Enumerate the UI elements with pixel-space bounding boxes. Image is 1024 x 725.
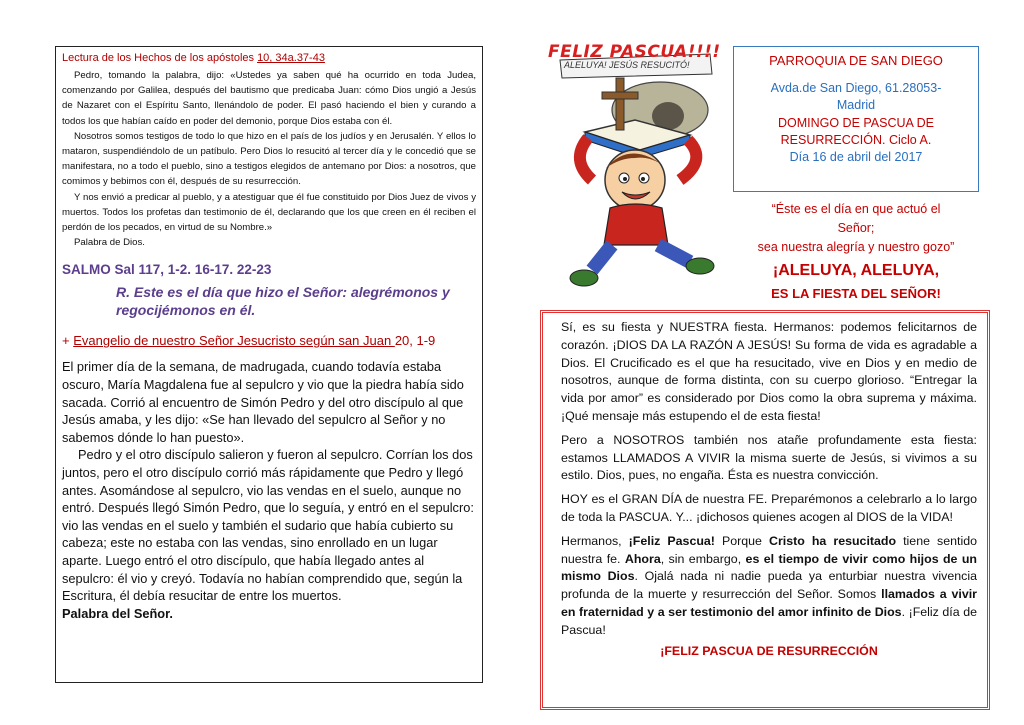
feliz-pascua-banner: FELIZ PASCUA!!!! <box>548 42 721 62</box>
reading-title: Lectura de los Hechos de los apóstoles <box>62 52 258 64</box>
address-line-1: Avda.de San Diego, 61.28053- <box>770 81 942 95</box>
homily-emphasis: Cristo ha resucitado <box>769 533 897 548</box>
reading-paragraph: Y nos envió a predicar al pueblo, y a atestiguar que él fue constituido por Dios Juez de vivos y muertos. Todos los profetas dan testimonio de él, declarando que los que creen en él reciben el perdón de los pecados, en virtud de su Nombre.» <box>62 191 476 234</box>
gospel-closing: Palabra del Señor. <box>62 605 173 621</box>
homily-text: . ¡Feliz día de Pascua! <box>561 604 977 637</box>
quote-line-3: sea nuestra alegría y nuestro gozo” <box>757 240 955 254</box>
homily-paragraph <box>561 533 977 640</box>
aleluya-heading: ¡ALELUYA, ALELUYA, <box>772 262 940 279</box>
easter-boy-illustration <box>540 40 725 300</box>
homily-emphasis: es el tiempo de vivir como hijos de un mismo Dios <box>561 551 977 584</box>
gospel-heading <box>62 333 476 348</box>
homily-text: . Ojalá nada ni nadie pueda ya enturbiar nuestra vivencia profunda de la muerte y resurrección del Señor. Somos <box>561 569 977 602</box>
psalm-heading: SALMO Sal 117, 1-2. 16-17. 22-23 <box>62 262 272 278</box>
address-line-2: Madrid <box>836 98 876 112</box>
reading-closing: Palabra de Dios. <box>74 237 145 249</box>
fiesta-heading: ES LA FIESTA DEL SEÑOR! <box>771 286 941 301</box>
gospel-paragraph: Pedro y el otro discípulo salieron y fueron al sepulcro. Corrían los dos juntos, pero el otro discípulo corrió más rápidamente que Pedro y llegó antes. Asomándose al sepulcro, vio las vendas en el suelo, aunque no entró. Después llegó Simón Pedro, que lo seguía, y entró en el sepulcro: vio las vendas en el suelo y también el sudario que había cubierto su cabeza; este no estaba con las vendas, sino enrollado en un lugar aparte. Luego entró el otro discípulo, que había llegado antes al sepulcro: él vio y creyó. Todavía no habían comprendido que, según la Escritura, él debía resucitar de entre los muertos. <box>62 447 474 604</box>
closing-greeting: ¡FELIZ PASCUA DE RESURRECCIÓN <box>660 643 878 658</box>
psalm-response: R. Este es el día que hizo el Señor: alegrémonos y regocijémonos en él. <box>116 284 450 319</box>
homily-emphasis: Ahora <box>624 551 661 566</box>
gospel-ref: 20, 1-9 <box>394 333 436 349</box>
reading-paragraph: Nosotros somos testigos de todo lo que hizo en el país de los judíos y en Jerusalén. Y ellos lo mataron, suspendiéndolo de un patíbulo. Pero Dios lo resucitó al tercer día y le concedió que se manifestara, no a todo el pueblo, sino a testigos elegidos de antemano por Dios: a nosotros, que comimos y bebimos con él, después de su resurrección. <box>62 130 476 188</box>
homily-text: Porque <box>714 533 769 548</box>
gospel-paragraph: El primer día de la semana, de madrugada, cuando todavía estaba oscuro, María Magdalena fue al sepulcro y vio que la piedra había sido sacada. Corrió al encuentro de Simón Pedro y del otro discípulo al que Jesús amaba, y les dijo: «Se han llevado del sepulcro al Señor y no sabemos dónde lo han puesto». <box>62 359 464 445</box>
gospel-text <box>62 358 476 622</box>
homily-text: , sin embargo, <box>660 551 746 566</box>
reading-paragraph: Pedro, tomando la palabra, dijo: «Ustedes ya saben qué ha ocurrido en toda Judea, comenzando por Galilea, después del bautismo que predicaba Juan: cómo Dios ungió a Jesús de Nazaret con el Espíritu Santo, llenándolo de poder. El pasó haciendo el bien y curando a todos los que habían caído en poder del demonio, porque Dios estaba con él. <box>62 70 476 127</box>
first-reading-text <box>62 68 476 250</box>
antiphon-quote <box>733 200 979 257</box>
homily-emphasis: ¡Feliz Pascua! <box>628 533 715 548</box>
date-line: Día 16 de abril del 2017 <box>789 150 923 164</box>
parish-info-box <box>733 46 979 192</box>
homily-paragraph: HOY es el GRAN DÍA de nuestra FE. Preparémonos a celebrarlo a lo largo de toda la PASCUA. Y... ¡dichosos quienes acogen al DIOS de la VIDA! <box>561 492 977 524</box>
reading-ref: 10, 34a.37-43 <box>257 52 325 64</box>
first-reading-heading <box>62 52 476 64</box>
sunday-line-1: DOMINGO DE PASCUA DE <box>777 116 935 130</box>
homily-emphasis: llamados a vivir en fraternidad y a ser testimonio del amor infinito de Dios <box>561 587 977 619</box>
readings-panel <box>55 46 483 683</box>
gospel-prefix: + <box>62 333 74 349</box>
gospel-title: Evangelio de nuestro Señor Jesucristo según san Juan <box>73 333 395 349</box>
homily-text: tiene sentido nuestra fe. <box>561 533 977 566</box>
homily-text: Hermanos, <box>561 533 629 548</box>
aleluya-ribbon-text: ALELUYA! JESÚS RESUCITÓ! <box>564 60 690 70</box>
homily-box <box>540 310 990 710</box>
sunday-line-2: RESURRECCIÓN. Ciclo A. <box>780 133 932 147</box>
parish-name: PARROQUIA DE SAN DIEGO <box>769 53 943 68</box>
quote-line-1: “Éste es el día en que actuó el <box>771 202 941 216</box>
quote-line-2: Señor; <box>837 221 875 235</box>
homily-paragraph: Pero a NOSOTROS también nos atañe profundamente esta fiesta: estamos LLAMADOS A VIVIR la misma suerte de Jesús, si vivimos a su estilo. Dios, pues, no engaña. Ésta es nuestra convicción. <box>561 432 977 483</box>
homily-paragraph: Sí, es su fiesta y NUESTRA fiesta. Hermanos: podemos felicitarnos de corazón. ¡DIOS DA LA RAZÓN A JESÚS! Su forma de vida es agradable a Dios. El Crucificado es el que ha resucitado, vive en Dios y en medio de nosotros, aunque de forma distinta, con su cuerpo glorioso. “Entregar la vida por amor” es considerado por Dios como la obra suprema y máxima. ¡Qué mensaje más estupendo el de esta fiesta! <box>561 320 977 423</box>
